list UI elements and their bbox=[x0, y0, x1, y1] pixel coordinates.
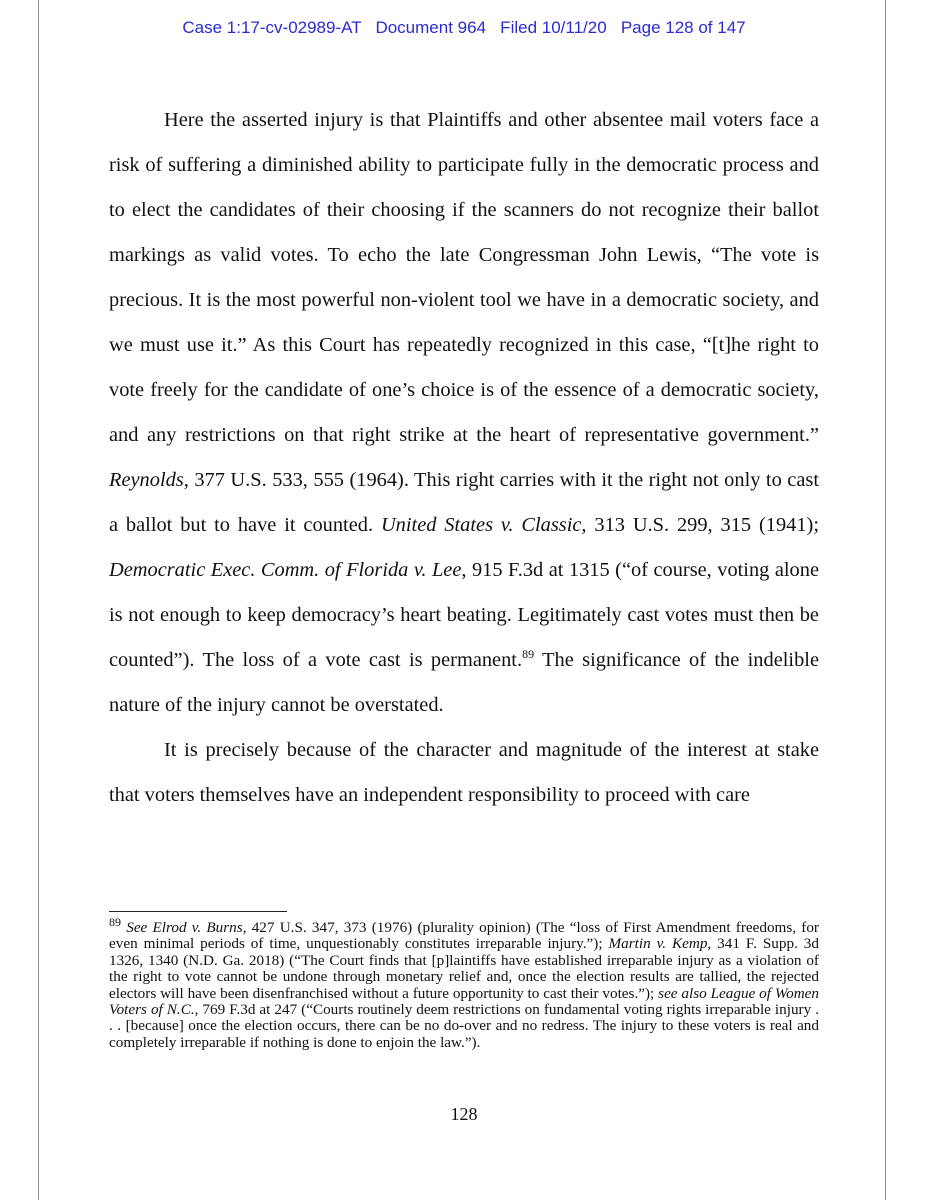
paragraph-1-text-3: , 313 U.S. 299, 315 (1941); bbox=[581, 514, 819, 536]
footnote-89 bbox=[109, 914, 819, 1051]
paragraph-1-text-5: The significance of the indelible nature of the injury cannot be overstated. bbox=[109, 649, 819, 716]
citation-lee: Democratic Exec. Comm. of Florida v. Lee bbox=[109, 559, 462, 581]
main-body bbox=[109, 98, 819, 818]
footnote-number: 89 bbox=[109, 914, 121, 929]
page-number: 128 bbox=[450, 1104, 478, 1124]
paragraph-1 bbox=[109, 98, 819, 728]
paragraph-1-text-4: , 915 F.3d at 1315 (“of course, voting alone is not enough to keep democracy’s heart beating. Legitimately cast votes must then be counted”). The loss of a vote cast is permanent. bbox=[109, 559, 819, 671]
paragraph-2: It is precisely because of the character and magnitude of the interest at stake that voters themselves have an independent responsibility to proceed with care bbox=[109, 739, 819, 806]
citation-classic: United States v. Classic bbox=[380, 514, 582, 536]
footnote-divider bbox=[109, 911, 287, 912]
footnote-text-1: , 427 U.S. 347, 373 (1976) (plurality opinion) (The “loss of First Amendment freedoms, for even minimal periods of time, unquestionably constitutes irreparable injury.”); bbox=[109, 919, 819, 953]
footnote-text-2: , 341 F. Supp. 3d 1326, 1340 (N.D. Ga. 2018) (“The Court finds that [p]laintiffs have established irreparable injury as a violation of the right to vote cannot be undone through monetary relief and, once the election results are tallied, the rejected electors will have been disenfranchised without a future opportunity to cast their votes.”); bbox=[109, 935, 819, 1002]
case-header: Case 1:17-cv-02989-AT Document 964 Filed 10/11/20 Page 128 of 147 bbox=[182, 18, 746, 37]
footnote-cite-elrod: See Elrod v. Burns bbox=[121, 919, 243, 936]
citation-reynolds: Reynolds bbox=[109, 469, 184, 491]
paragraph-1-text-2: , 377 U.S. 533, 555 (1964). This right carries with it the right not only to cast a ballot but to have it counted. bbox=[109, 469, 819, 536]
footnote-cite-league: see also League of Women Voters of N.C. bbox=[109, 984, 819, 1019]
paragraph-1-text-1: Here the asserted injury is that Plaintiffs and other absentee mail voters face a risk of suffering a diminished ability to participate fully in the democratic process and to elect the candidates of their choosing if the scanners do not recognize their ballot markings as valid votes. To echo the late Congressman John Lewis, “The vote is precious. It is the most powerful non-violent tool we have in a democratic society, and we must use it.” As this Court has repeatedly recognized in this case, “[t]he right to vote freely for the candidate of one’s choice is of the essence of a democratic society, and any restrictions on that right strike at the heart of representative government.” bbox=[109, 109, 819, 446]
footnote-reference[interactable]: 89 bbox=[522, 647, 535, 662]
footnote-cite-martin: Martin v. Kemp bbox=[608, 935, 708, 953]
footnote-text-3: , 769 F.3d at 247 (“Courts routinely deem restrictions on fundamental voting rights irreparable injury . . . [because] once the election occurs, there can be no do-over and no redress. The injury to these voters is real and completely irreparable if nothing is done to enjoin the law.”). bbox=[109, 1001, 819, 1051]
